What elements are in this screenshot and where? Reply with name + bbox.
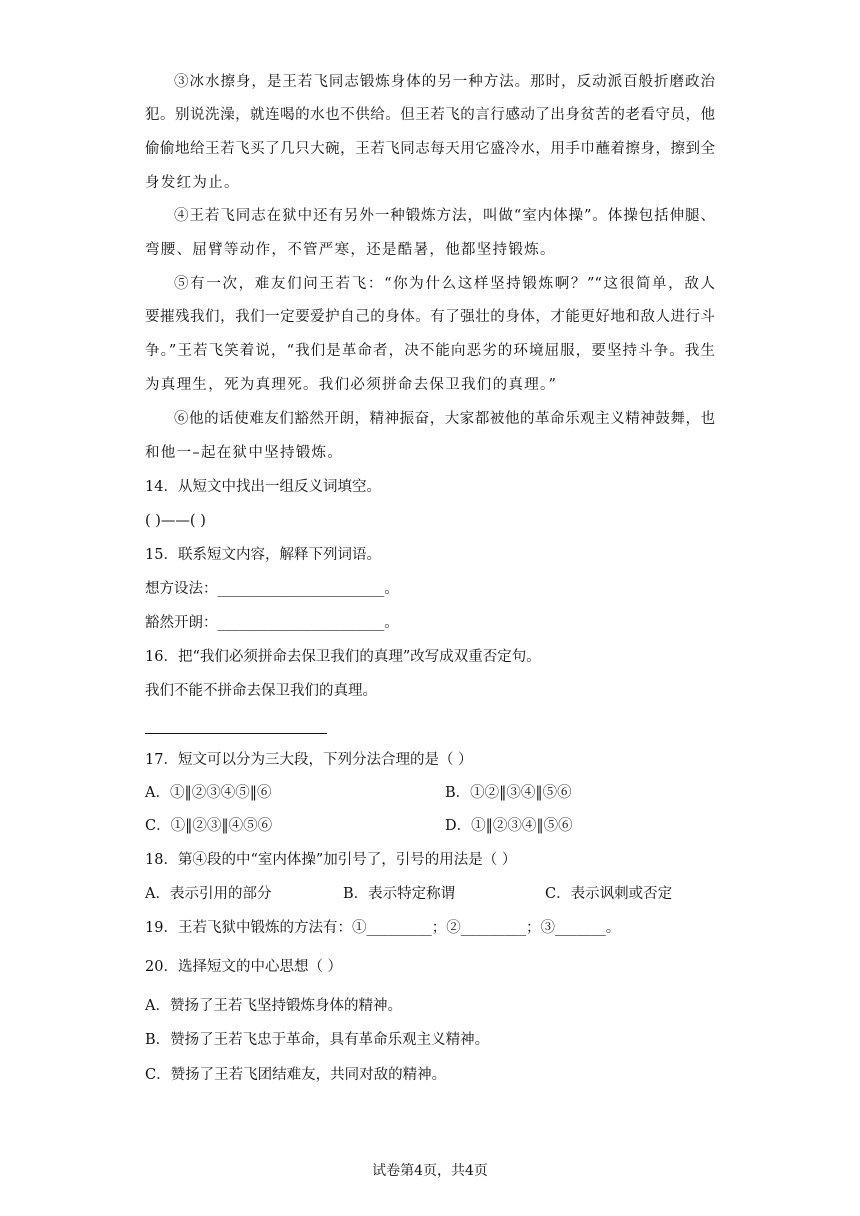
question-16: 16．把“我们必须拼命去保卫我们的真理”改写成双重否定句。 (145, 649, 541, 665)
question-19[interactable]: 19．王若飞狱中锻炼的方法有：①_________；②_________；③_______。 (145, 920, 621, 936)
passage-p3-line4: 身发红为止。 (145, 175, 240, 191)
question-15: 15．联系短文内容，解释下列词语。 (145, 547, 381, 563)
answer-line[interactable] (145, 733, 327, 734)
option-18-a[interactable]: A．表示引用的部分 (145, 886, 272, 902)
passage-p4-line1: ④王若飞同志在狱中还有另外一种锻炼方法，叫做“室内体操”。体操包括伸腿、 (174, 208, 715, 224)
passage-p5-line4: 为真理生，死为真理死。我们必须拼命去保卫我们的真理。” (145, 377, 558, 393)
option-18-c[interactable]: C．表示讽刺或否定 (545, 886, 673, 902)
passage-p5-line1: ⑤有一次，难友们问王若飞：“你为什么这样坚持锻炼啊？”“这很简单，敌人 (174, 276, 715, 292)
question-17: 17．短文可以分为三大段，下列分法合理的是（ ） (145, 752, 473, 768)
question-20: 20．选择短文的中心思想（ ） (145, 959, 343, 975)
passage-p3-line3: 偷偷地给王若飞买了几只大碗，王若飞同志每天用它盛冷水，用手巾蘸着擦身，擦到全 (145, 141, 715, 157)
passage-p5-line3: 争。”王若飞笑着说，“我们是革命者，决不能向恶劣的环境屈服，要坚持斗争。我生 (145, 343, 715, 359)
option-17-a[interactable]: A．①‖②③④⑤‖⑥ (145, 785, 272, 801)
question-14: 14．从短文中找出一组反义词填空。 (145, 479, 381, 495)
passage-p5-line2: 要摧残我们，我们一定要爱护自己的身体。有了强壮的身体，才能更好地和敌人进行斗 (145, 309, 715, 325)
passage-p6-line1: ⑥他的话使难友们豁然开朗，精神振奋，大家都被他的革命乐观主义精神鼓舞，也 (174, 411, 715, 427)
question-18: 18．第④段的中“室内体操”加引号了，引号的用法是（ ） (145, 852, 517, 868)
option-20-a[interactable]: A．赞扬了王若飞坚持锻炼身体的精神。 (145, 998, 402, 1014)
passage-p3-line1: ③冰水擦身，是王若飞同志锻炼身体的另一种方法。那时，反动派百般折磨政治 (174, 74, 715, 90)
passage-p6-line2: 和他一–起在狱中坚持锻炼。 (145, 445, 344, 461)
option-17-b[interactable]: B．①②‖③④‖⑤⑥ (445, 785, 572, 801)
option-17-d[interactable]: D．①‖②③④‖⑤⑥ (445, 818, 573, 834)
question-15-a[interactable]: 想方设法：_______________________。 (145, 581, 399, 597)
question-16-answer: 我们不能不拼命去保卫我们的真理。 (145, 683, 377, 699)
option-20-b[interactable]: B．赞扬了王若飞忠于革命，具有革命乐观主义精神。 (145, 1032, 490, 1048)
option-17-c[interactable]: C．①‖②③‖④⑤⑥ (145, 818, 273, 834)
question-15-b[interactable]: 豁然开朗：_______________________。 (145, 615, 399, 631)
passage-p3-line2: 犯。别说洗澡，就连喝的水也不供给。但王若飞的言行感动了出身贫苦的老看守员，他 (145, 107, 715, 123)
question-14-blank[interactable]: ( )——( ) (145, 513, 206, 529)
page-footer: 试卷第4页，共4页 (372, 1163, 488, 1179)
option-20-c[interactable]: C．赞扬了王若飞团结难友，共同对敌的精神。 (145, 1067, 447, 1083)
option-18-b[interactable]: B．表示特定称谓 (343, 886, 456, 902)
passage-p4-line2: 弯腰、屈臂等动作，不管严寒，还是酷暑，他都坚持锻炼。 (145, 242, 556, 258)
